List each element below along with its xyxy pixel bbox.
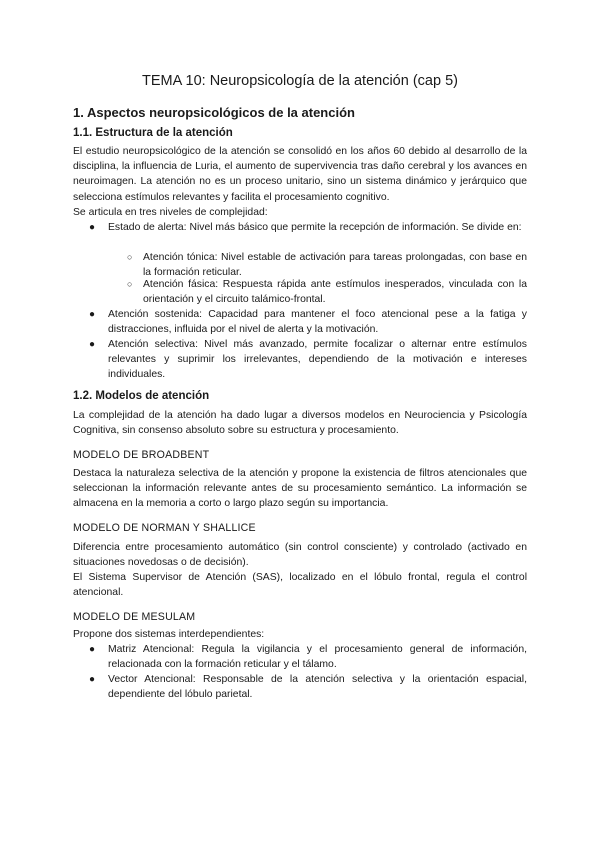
list-subitem-tonica: Atención tónica: Nivel estable de activación para tareas prolongadas, con base en la formación reticular.	[143, 252, 527, 279]
list-item-vector: Vector Atencional: Responsable de la atención selectiva y la orientación espacial, dependiente del lóbulo parietal.	[108, 674, 527, 701]
list-subitem-fasica: Atención fásica: Respuesta rápida ante estímulos inesperados, vinculada con la orientación y el circuito talámico-frontal.	[143, 279, 527, 306]
page-title: TEMA 10: Neuropsicología de la atención (cap 5)	[142, 73, 458, 89]
section-heading-aspectos: 1. Aspectos neuropsicológicos de la atención	[73, 105, 355, 120]
list-item-matriz: Matriz Atencional: Regula la vigilancia y el procesamiento general de información, relacionada con la formación reticular y el tálamo.	[108, 644, 527, 671]
model-heading-mesulam: MODELO DE MESULAM	[73, 611, 196, 623]
list-item-selectiva: Atención selectiva: Nivel más avanzado, permite focalizar o alternar entre estímulos relevantes y suprimir los irrelevantes, dependiendo de la motivación e intereses individuales.	[108, 339, 527, 381]
paragraph-estructura-intro: El estudio neuropsicológico de la atención se consolidó en los años 60 debido al desarrollo de la disciplina, la influencia de Luria, el aumento de supervivencia tras daño cerebral y los avances en neuroimagen. La atención no es un proceso unitario, sino un sistema dinámico y jerárquico que selecciona estímulos relevantes y facilita el procesamiento cognitivo.	[73, 146, 527, 203]
paragraph-niveles-intro: Se articula en tres niveles de complejidad:	[73, 207, 268, 218]
bullet-icon: ●	[89, 644, 96, 655]
paragraph-norman-1: Diferencia entre procesamiento automático (sin control consciente) y controlado (activado en situaciones novedosas o de decisión).	[73, 542, 527, 569]
circle-bullet-icon: ○	[127, 279, 133, 289]
circle-bullet-icon: ○	[127, 252, 133, 262]
bullet-icon: ●	[89, 309, 96, 320]
model-heading-broadbent: MODELO DE BROADBENT	[73, 449, 210, 461]
subsection-heading-modelos: 1.2. Modelos de atención	[73, 390, 210, 402]
list-item-alerta: Estado de alerta: Nivel más básico que permite la recepción de información. Se divide en:	[108, 222, 522, 233]
paragraph-broadbent: Destaca la naturaleza selectiva de la atención y propone la existencia de filtros atencionales que seleccionan la información relevante antes de su procesamiento semántico. La información se almacena en la memoria a corto o largo plazo según su importancia.	[73, 468, 527, 510]
subsection-heading-estructura: 1.1. Estructura de la atención	[73, 127, 233, 139]
list-item-sostenida: Atención sostenida: Capacidad para mantener el foco atencional pese a la fatiga y distracciones, influida por el nivel de alerta y la motivación.	[108, 309, 527, 336]
paragraph-mesulam-intro: Propone dos sistemas interdependientes:	[73, 629, 265, 640]
model-heading-norman-shallice: MODELO DE NORMAN Y SHALLICE	[73, 522, 256, 534]
paragraph-norman-2: El Sistema Supervisor de Atención (SAS), localizado en el lóbulo frontal, regula el control atencional.	[73, 572, 527, 599]
bullet-icon: ●	[89, 339, 96, 350]
bullet-icon: ●	[89, 222, 96, 233]
paragraph-modelos-intro: La complejidad de la atención ha dado lugar a diversos modelos en Neurociencia y Psicología Cognitiva, sin consenso absoluto sobre su estructura y procesamiento.	[73, 410, 527, 437]
bullet-icon: ●	[89, 674, 96, 685]
